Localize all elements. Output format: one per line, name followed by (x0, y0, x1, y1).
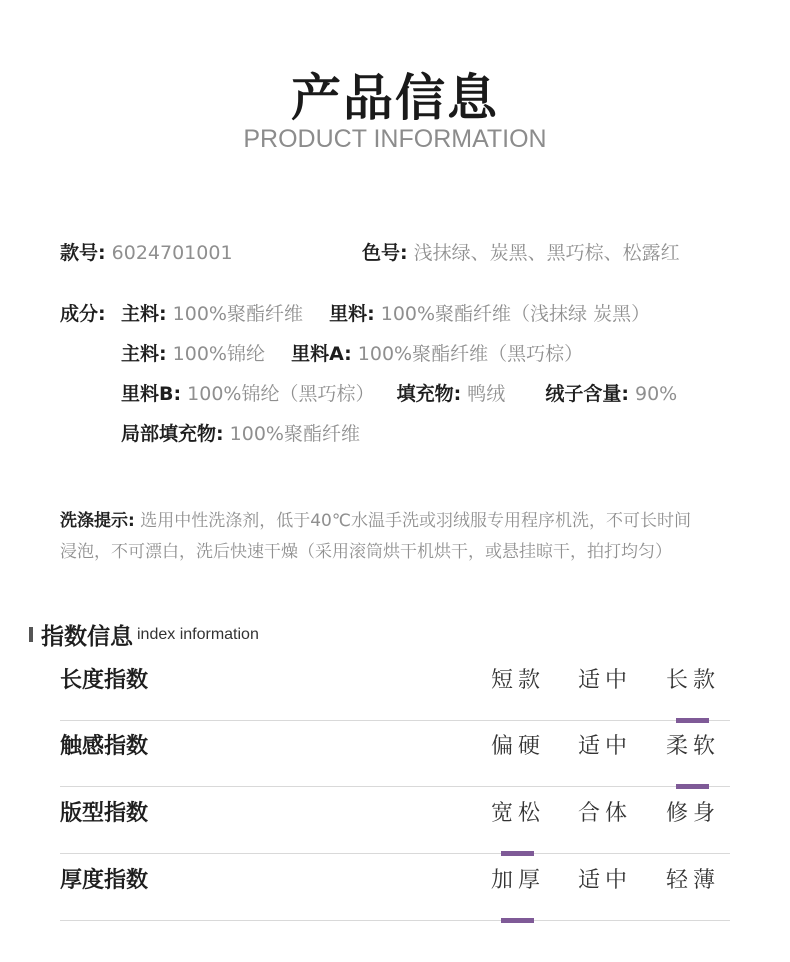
composition-value: 100%聚酯纤维（黑巧棕） (357, 343, 584, 365)
color-label: 色号: (362, 242, 408, 264)
composition-row (121, 419, 360, 446)
composition-value: 100%锦纶（黑巧棕） (187, 383, 375, 405)
index-option: 偏硬 (490, 734, 545, 759)
index-section-header (29, 618, 259, 651)
composition-key: 里料B: (121, 383, 182, 405)
composition-row (121, 339, 583, 366)
index-option: 修身 (665, 801, 720, 826)
color-value: 浅抹绿、炭黑、黑巧棕、松露红 (413, 242, 680, 264)
index-row (60, 786, 730, 854)
index-option: 短款 (490, 668, 545, 693)
index-option: 合体 (577, 801, 632, 826)
index-option: 长款 (665, 668, 720, 693)
index-name: 厚度指数 (60, 868, 149, 893)
composition-value: 鸭绒 (467, 383, 506, 405)
page-subtitle: PRODUCT INFORMATION (243, 125, 547, 153)
composition-key: 主料: (121, 303, 167, 325)
composition-key: 里料A: (291, 343, 352, 365)
style-number (60, 238, 233, 265)
index-row (60, 653, 730, 721)
composition-value: 100%聚酯纤维 (172, 303, 303, 325)
composition-key: 主料: (121, 343, 167, 365)
index-section-title: 指数信息 (41, 624, 133, 650)
index-selected-marker (501, 918, 534, 923)
wash-line (60, 506, 740, 537)
index-name: 触感指数 (60, 734, 149, 759)
index-option: 适中 (577, 868, 632, 893)
section-marker (29, 627, 33, 642)
composition-key: 绒子含量: (545, 383, 629, 405)
composition-row (121, 299, 650, 326)
wash-text: 选用中性洗涤剂，低于40℃水温手洗或羽绒服专用程序机洗，不可长时间 (140, 511, 691, 531)
index-option: 适中 (577, 734, 632, 759)
composition-value: 100%聚酯纤维（浅抹绿 炭黑） (380, 303, 651, 325)
wash-label: 洗涤提示: (60, 511, 135, 531)
composition-value: 100%聚酯纤维 (229, 423, 360, 445)
style-number-value: 6024701001 (111, 242, 233, 264)
color-number (362, 238, 680, 265)
index-option: 宽松 (490, 801, 545, 826)
index-row (60, 719, 730, 787)
index-section-subtitle: index information (137, 625, 259, 643)
index-name: 长度指数 (60, 668, 149, 693)
style-number-label: 款号: (60, 242, 106, 264)
composition-key: 填充物: (396, 383, 462, 405)
composition-value: 90% (634, 383, 678, 405)
page-title: 产品信息 (291, 69, 499, 127)
composition-row (121, 379, 677, 406)
index-name: 版型指数 (60, 801, 149, 826)
index-row (60, 853, 730, 921)
composition-label (60, 299, 106, 326)
wash-tips (60, 506, 740, 568)
index-option: 加厚 (490, 868, 545, 893)
composition-key: 局部填充物: (121, 423, 224, 445)
composition-key: 里料: (329, 303, 375, 325)
wash-text: 浸泡，不可漂白，洗后快速干燥（采用滚筒烘干机烘干，或悬挂晾干，拍打均匀） (60, 542, 672, 562)
index-option: 轻薄 (665, 868, 720, 893)
index-option: 柔软 (665, 734, 720, 759)
composition-value: 100%锦纶 (172, 343, 265, 365)
index-option: 适中 (577, 668, 632, 693)
composition-label-text: 成分: (60, 303, 106, 325)
